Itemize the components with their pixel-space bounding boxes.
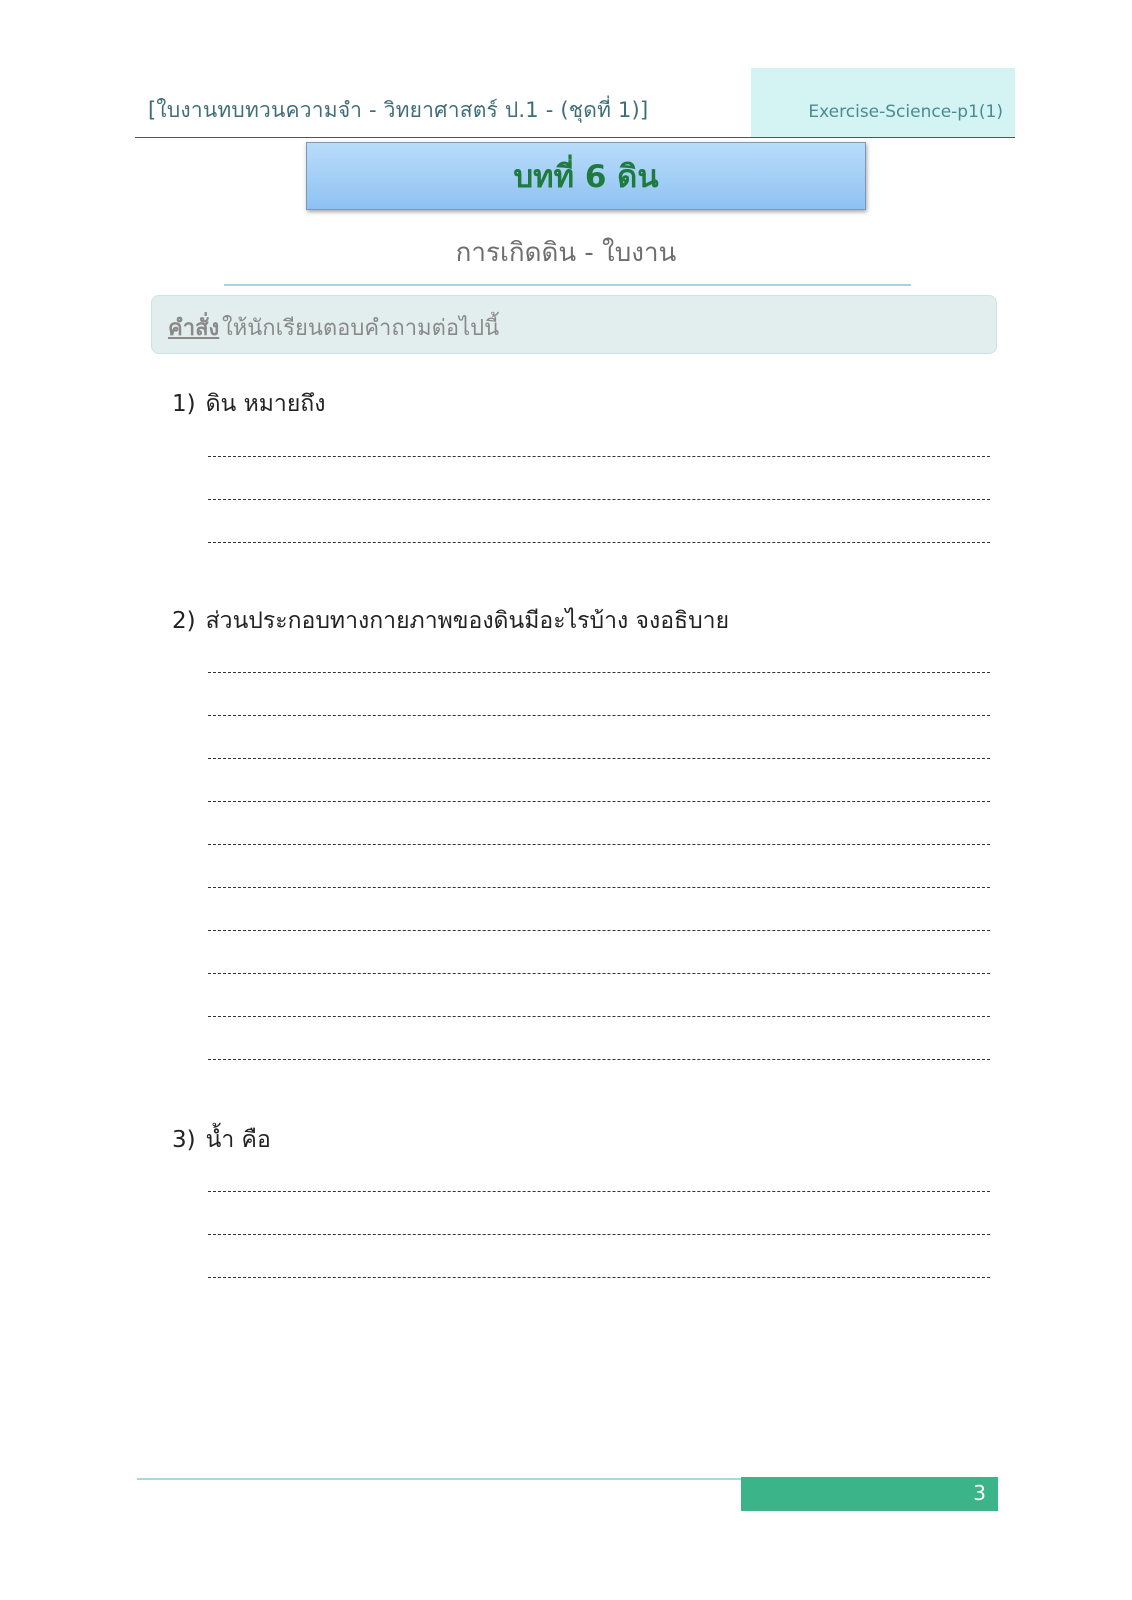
header-code: Exercise-Science-p1(1) (808, 102, 1003, 122)
worksheet-subtitle: การเกิดดิน - ใบงาน (455, 238, 677, 268)
question-number: 2) (172, 608, 196, 634)
header-code-box (751, 68, 1015, 137)
header-title: [ใบงานทบทวนความจำ - วิทยาศาสตร์ ป.1 - (ชุดที่ 1)] (148, 98, 649, 122)
page-number: 3 (973, 1481, 986, 1505)
answer-line[interactable] (208, 844, 990, 845)
answer-line[interactable] (208, 499, 990, 500)
answer-line[interactable] (208, 542, 990, 543)
header-divider (135, 137, 1015, 138)
question-number: 1) (172, 391, 196, 417)
question-number: 3) (172, 1127, 196, 1153)
answer-line[interactable] (208, 1016, 990, 1017)
question-text: ดิน หมายถึง (205, 391, 326, 417)
answer-line[interactable] (208, 1059, 990, 1060)
footer-divider (137, 1478, 741, 1480)
answer-line[interactable] (208, 801, 990, 802)
answer-line[interactable] (208, 456, 990, 457)
question-text: ส่วนประกอบทางกายภาพของดินมีอะไรบ้าง จงอธิบาย (205, 608, 730, 634)
instruction-text: ให้นักเรียนตอบคำถามต่อไปนี้ (222, 316, 500, 341)
answer-line[interactable] (208, 887, 990, 888)
question-3 (172, 1122, 271, 1158)
answer-line[interactable] (208, 715, 990, 716)
answer-line[interactable] (208, 672, 990, 673)
instruction-box (151, 295, 997, 354)
question-text: น้ำ คือ (205, 1127, 271, 1153)
footer-bar (741, 1477, 998, 1511)
chapter-banner (306, 142, 866, 210)
chapter-title: บทที่ 6 ดิน (513, 159, 659, 195)
question-2 (172, 603, 729, 639)
question-1 (172, 386, 325, 422)
answer-line[interactable] (208, 1234, 990, 1235)
answer-line[interactable] (208, 758, 990, 759)
answer-line[interactable] (208, 1277, 990, 1278)
subtitle-divider (224, 284, 911, 286)
answer-line[interactable] (208, 1191, 990, 1192)
answer-line[interactable] (208, 973, 990, 974)
answer-line[interactable] (208, 930, 990, 931)
instruction-label: คำสั่ง (168, 316, 220, 341)
